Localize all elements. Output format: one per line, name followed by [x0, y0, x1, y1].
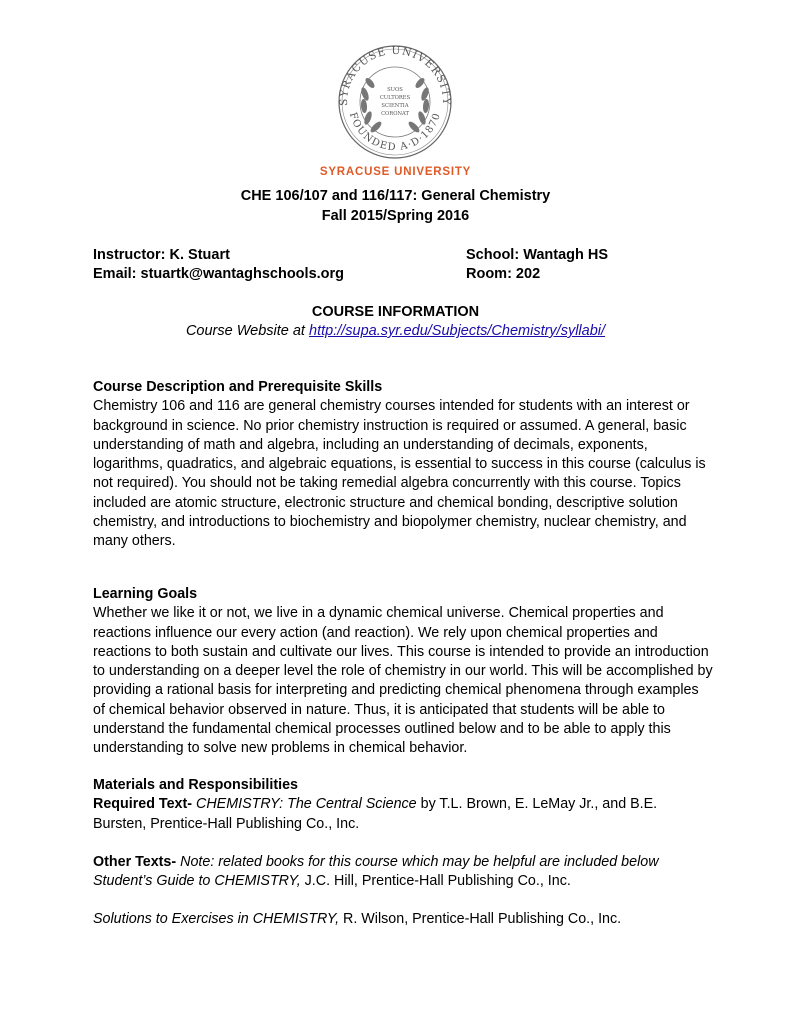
svg-text:SUOS: SUOS — [387, 87, 403, 93]
other-texts-section — [93, 853, 713, 892]
course-description-body: Chemistry 106 and 116 are general chemistry courses intended for students with an interest or background in science. No prior chemistry instruction is required or assumed. A general, basic understanding of math and algebra, including an understanding of decimals, exponents, logarithms, quadratics, and algebraic equations, is essential to success in this course (calculus is not required). You should not be taking remedial algebra concurrently with this course. Topics included are atomic structure, electronic structure and chemical bonding, descriptive solution chemistry, and introductions to biochemistry and biopolymer chemistry, nuclear chemistry, and many others. — [93, 398, 706, 550]
course-title: CHE 106/107 and 116/117: General Chemistry — [240, 188, 551, 204]
course-term: Fall 2015/Spring 2016 — [321, 208, 470, 224]
other-texts-note: Note: related books for this course which may be helpful are included below — [180, 854, 659, 870]
syracuse-seal-logo — [337, 44, 453, 160]
materials-heading: Materials and Responsibilities — [93, 777, 298, 793]
students-guide-details: J.C. Hill, Prentice-Hall Publishing Co., Inc. — [300, 873, 571, 890]
required-text-title: CHEMISTRY: The Central Science — [196, 796, 417, 813]
solutions-title: Solutions to Exercises in CHEMISTRY, — [93, 911, 340, 927]
learning-goals-heading: Learning Goals — [93, 586, 198, 602]
learning-goals-body: Whether we like it or not, we live in a dynamic chemical universe. Chemical properties and reactions influence our every action (and reaction). We rely upon chemical properties and reactions to both sustain and cultivate our lives. This course is intended to provide an introduction to understanding on a deeper level the role of chemistry in our world. This will be accomplished by providing a rational basis for interpreting and predicting chemical phenomena through examples of chemical behavior observed in nature. Thus, it is anticipated that students will be able to understand the fundamental chemical processes outlined below and to be able to apply this understanding to solve new problems in chemical behavior. — [93, 605, 713, 757]
required-text — [93, 795, 713, 834]
solutions-details: R. Wilson, Prentice-Hall Publishing Co., Inc. — [339, 911, 622, 927]
course-website-link[interactable]: http://supa.syr.edu/Subjects/Chemistry/syllabi/ — [309, 323, 606, 339]
university-name: SYRACUSE UNIVERSITY — [319, 166, 472, 178]
svg-text:FOUNDED A·D·1870: FOUNDED A·D·1870 — [346, 111, 444, 154]
solutions-section — [93, 910, 713, 929]
required-text-details: by T.L. Brown, E. LeMay Jr., and B.E. Bursten, Prentice-Hall Publishing Co., Inc. — [93, 796, 658, 832]
instructor-name: Instructor: K. Stuart — [93, 247, 230, 263]
svg-text:SYRACUSE UNIVERSITY: SYRACUSE UNIVERSITY — [337, 44, 453, 106]
other-texts-line — [93, 853, 713, 872]
course-information-heading: COURSE INFORMATION — [311, 304, 480, 320]
other-texts-label: Other Texts- — [93, 854, 181, 870]
room-number: Room: 202 — [466, 266, 541, 282]
required-text-label: Required Text- — [93, 796, 197, 813]
website-prefix: Course Website at — [185, 323, 309, 339]
learning-goals-section — [93, 585, 713, 759]
course-description-section — [93, 378, 713, 552]
students-guide-line — [93, 872, 713, 891]
instructor-email: Email: stuartk@wantaghschools.org — [93, 266, 345, 282]
students-guide-title: Student’s Guide to CHEMISTRY, — [93, 873, 301, 890]
svg-text:CORONAT: CORONAT — [381, 111, 409, 117]
course-website-line — [0, 321, 791, 341]
school-name: School: Wantagh HS — [466, 247, 609, 263]
svg-text:CULTORES: CULTORES — [379, 95, 411, 101]
materials-section — [93, 776, 713, 834]
svg-text:SCIENTIA: SCIENTIA — [381, 103, 409, 109]
solutions-line — [93, 910, 713, 929]
course-description-heading: Course Description and Prerequisite Skills — [93, 379, 383, 395]
